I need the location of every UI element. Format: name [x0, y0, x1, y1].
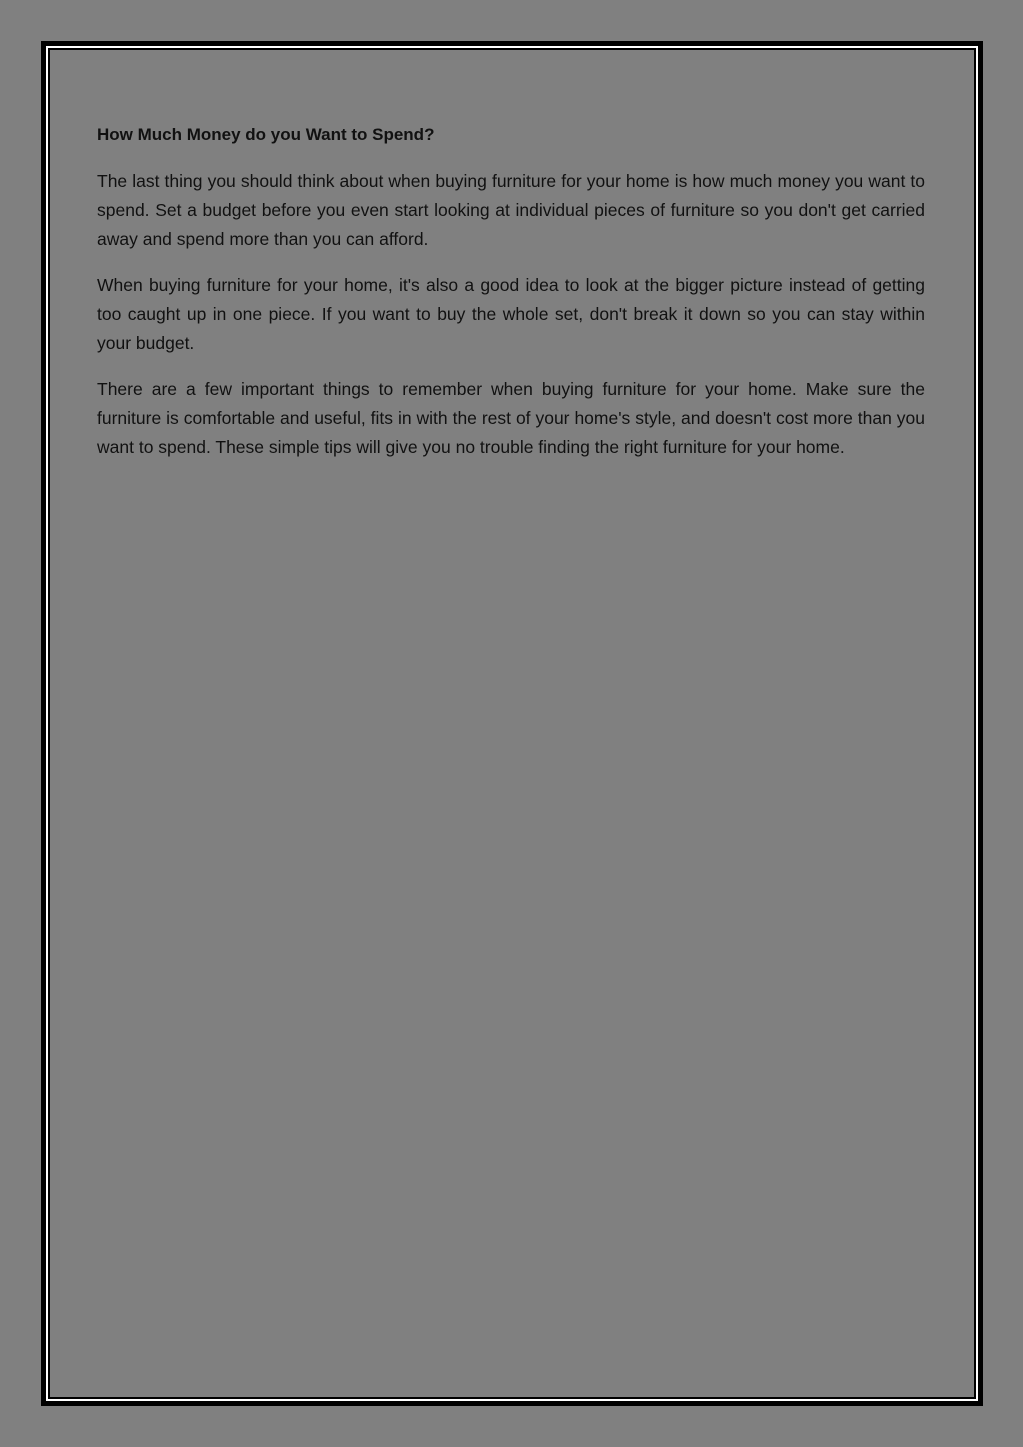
- article-heading: How Much Money do you Want to Spend?: [97, 125, 435, 144]
- paragraph-summary: There are a few important things to remember when buying furniture for your home. Make sure the furniture is comfortable and useful, fits in with the rest of your home's style, and doesn't cost more than you want to spend. These simple tips will give you no trouble finding the right furniture for your home.: [97, 379, 925, 457]
- paragraph-bigger-picture: When buying furniture for your home, it's also a good idea to look at the bigger picture instead of getting too caught up in one piece. If you want to buy the whole set, don't break it down so you can stay within your budget.: [97, 275, 925, 353]
- article-body: [97, 122, 925, 479]
- paragraph-budget: The last thing you should think about when buying furniture for your home is how much money you want to spend. Set a budget before you even start looking at individual pieces of furniture so you don't get carried away and spend more than you can afford.: [97, 171, 925, 249]
